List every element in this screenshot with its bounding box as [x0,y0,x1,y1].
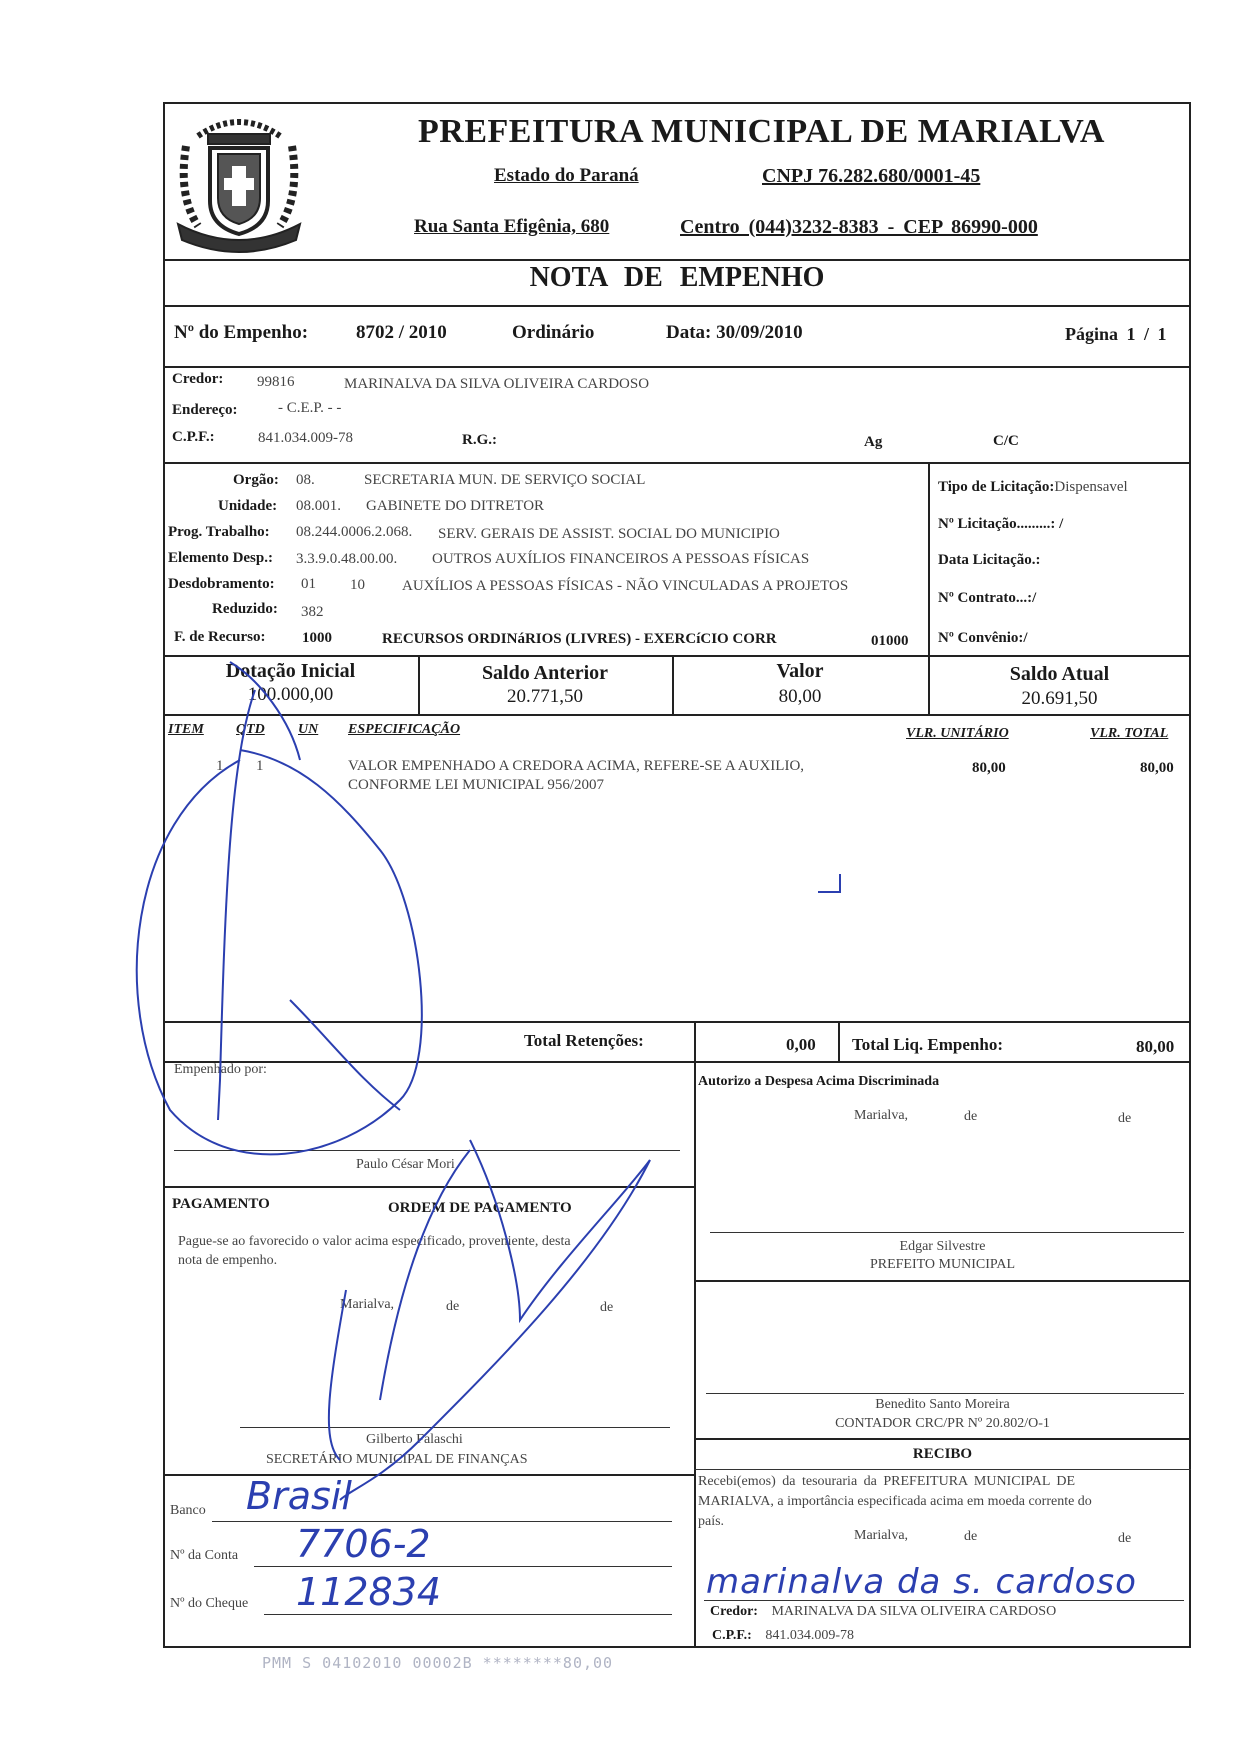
empenhado-por-label: Empenhado por: [174,1062,267,1077]
numero-convenio: Nº Convênio:/ [938,630,1028,646]
empenho-date: Data: 30/09/2010 [666,322,803,343]
secretario-title: SECRETÁRIO MUNICIPAL DE FINANÇAS [266,1452,528,1467]
page-indicator: Página 1 / 1 [1065,324,1167,344]
elemento-name: OUTROS AUXÍLIOS FINANCEIROS A PESSOAS FÍSICAS [432,551,810,567]
prog-trabalho-code: 08.244.0006.2.068. [296,524,413,540]
header-contact: Centro (044)3232-8383 - CEP 86990-000 [680,216,1038,238]
reduzido-label: Reduzido: [212,601,278,617]
data-licitacao: Data Licitação.: [938,552,1041,568]
empenho-number: 8702 / 2010 [356,322,447,343]
recibo-credor-label: Credor: [710,1604,758,1619]
recurso-label: F. de Recurso: [174,629,266,645]
credor-name: MARINALVA DA SILVA OLIVEIRA CARDOSO [344,376,650,392]
agency-label: Ag [864,434,883,450]
saldo-atual-label: Saldo Atual [1009,663,1110,685]
recibo-marialva: Marialva, [854,1528,909,1543]
header-title: PREFEITURA MUNICIPAL DE MARIALVA [418,113,1105,150]
orgao-label: Orgão: [233,472,279,488]
valor-value: 80,00 [778,686,822,707]
row-unit: 80,00 [972,760,1006,776]
ordem-pagamento-label: ORDEM DE PAGAMENTO [388,1200,572,1216]
desdobramento-code-1: 01 [301,576,316,592]
recibo-de-1: de [964,1529,978,1544]
contador-name: Benedito Santo Moreira [875,1397,1010,1412]
col-item: ITEM [168,722,204,737]
endereco-label: Endereço: [172,402,238,418]
recurso-code: 1000 [302,630,332,646]
desdobramento-label: Desdobramento: [168,576,275,592]
col-vlr-total: VLR. TOTAL [1090,726,1169,741]
header-state: Estado do Paraná [494,165,639,186]
conta-handwritten-value: 7706-2 [296,1522,431,1566]
recibo-credor-name: MARINALVA DA SILVA OLIVEIRA CARDOSO [771,1604,1057,1619]
total-liquido-label: Total Liq. Empenho: [852,1035,1003,1054]
saldo-anterior-value: 20.771,50 [507,686,583,707]
recibo-cpf-label: C.P.F.: [712,1628,752,1643]
tipo-licitacao-label: Tipo de Licitação: [938,479,1055,495]
pague-se-text-1: Pague-se ao favorecido o valor acima especificado, proveniente, desta [178,1234,571,1249]
recibo-text-1: Recebi(emos) da tesouraria da PREFEITURA MUNICIPAL DE [698,1474,1076,1489]
row-total: 80,00 [1140,760,1174,776]
empenhado-por-name: Paulo César Mori [356,1157,455,1172]
col-vlr-unitario: VLR. UNITÁRIO [906,726,1009,741]
prog-trabalho-label: Prog. Trabalho: [168,524,270,540]
secretario-name: Gilberto Falaschi [366,1432,463,1447]
total-retencoes-label: Total Retenções: [524,1031,644,1050]
autorizo-de-1: de [964,1109,978,1124]
empenho-label: Nº do Empenho: [174,322,309,343]
empenho-type: Ordinário [512,322,595,343]
prefeito-title: PREFEITO MUNICIPAL [869,1257,1016,1272]
recibo-text-3: país. [698,1514,725,1529]
footer-code: PMM S 04102010 00002B ********80,00 [262,1654,614,1672]
orgao-name: SECRETARIA MUN. DE SERVIÇO SOCIAL [364,472,646,488]
conta-label: Nº da Conta [170,1548,239,1563]
credor-label: Credor: [172,371,224,387]
saldo-anterior-label: Saldo Anterior [481,662,609,684]
valor-label: Valor [776,660,824,682]
unidade-label: Unidade: [218,498,278,514]
credor-handwritten-signature: marinalva da s. cardoso [706,1562,1137,1602]
credor-code: 99816 [257,374,295,390]
recurso-name: RECURSOS ORDINáRIOS (LIVRES) - EXERCíCIO CORR [382,631,777,647]
desdobramento-name: AUXÍLIOS A PESSOAS FÍSICAS - NÃO VINCULADAS A PROJETOS [402,578,849,594]
cheque-label: Nº do Cheque [170,1596,249,1611]
ordem-marialva: Marialva, [340,1297,395,1312]
dotacao-label: Dotação Inicial [225,660,356,682]
cheque-handwritten-value: 112834 [296,1570,442,1614]
ordem-de-1: de [446,1299,460,1314]
rg-label: R.G.: [462,432,497,448]
account-label: C/C [993,433,1019,449]
total-retencoes-value: 0,00 [786,1035,816,1054]
numero-contrato: Nº Contrato...:/ [938,590,1037,606]
pagamento-label: PAGAMENTO [172,1196,270,1212]
ordem-de-2: de [600,1300,614,1315]
recibo-cpf-value: 841.034.009-78 [765,1628,854,1643]
recibo-text-2: MARIALVA, a importância especificada acima em moeda corrente do [698,1494,1092,1509]
row-item: 1 [216,758,224,774]
recibo-label: RECIBO [912,1446,973,1462]
row-qtd: 1 [256,758,264,774]
autorizo-marialva: Marialva, [854,1108,909,1123]
reduzido-value: 382 [301,604,324,620]
numero-licitacao: Nº Licitação.........: / [938,516,1064,532]
elemento-code: 3.3.9.0.48.00.00. [296,551,398,567]
pague-se-text-2: nota de empenho. [178,1253,278,1268]
banco-handwritten-value: Brasil [246,1474,352,1518]
prefeito-name: Edgar Silvestre [899,1239,986,1254]
elemento-label: Elemento Desp.: [168,550,273,566]
autorizo-de-2: de [1118,1111,1132,1126]
cpf-value: 841.034.009-78 [258,430,353,446]
tipo-licitacao-value: Dispensavel [1054,479,1128,495]
header-cnpj: CNPJ 76.282.680/0001-45 [762,165,981,187]
recurso-code-2: 01000 [871,633,909,649]
document-title: NOTA DE EMPENHO [529,262,825,293]
autorizo-text: Autorizo a Despesa Acima Discriminada [698,1074,940,1089]
unidade-code: 08.001. [296,498,341,514]
prog-trabalho-name: SERV. GERAIS DE ASSIST. SOCIAL DO MUNICIPIO [438,526,780,542]
dotacao-value: 100.000,00 [247,684,334,705]
orgao-code: 08. [296,472,315,488]
row-desc-1: VALOR EMPENHADO A CREDORA ACIMA, REFERE-SE A AUXILIO, [348,758,805,774]
cpf-label: C.P.F.: [172,429,215,445]
header-street: Rua Santa Efigênia, 680 [414,216,610,237]
row-desc-2: CONFORME LEI MUNICIPAL 956/2007 [348,777,604,793]
col-qtd: QTD [236,722,265,737]
recibo-de-2: de [1118,1531,1132,1546]
col-un: UN [298,722,319,737]
banco-label: Banco [170,1503,206,1518]
desdobramento-code-2: 10 [350,577,365,593]
total-liquido-value: 80,00 [1136,1037,1175,1056]
col-especificacao: ESPECIFICAÇÃO [348,722,461,737]
saldo-atual-value: 20.691,50 [1021,688,1098,709]
unidade-name: GABINETE DO DITRETOR [366,498,545,514]
endereco-value: - C.E.P. - - [278,400,342,416]
contador-title: CONTADOR CRC/PR Nº 20.802/O-1 [835,1416,1050,1431]
